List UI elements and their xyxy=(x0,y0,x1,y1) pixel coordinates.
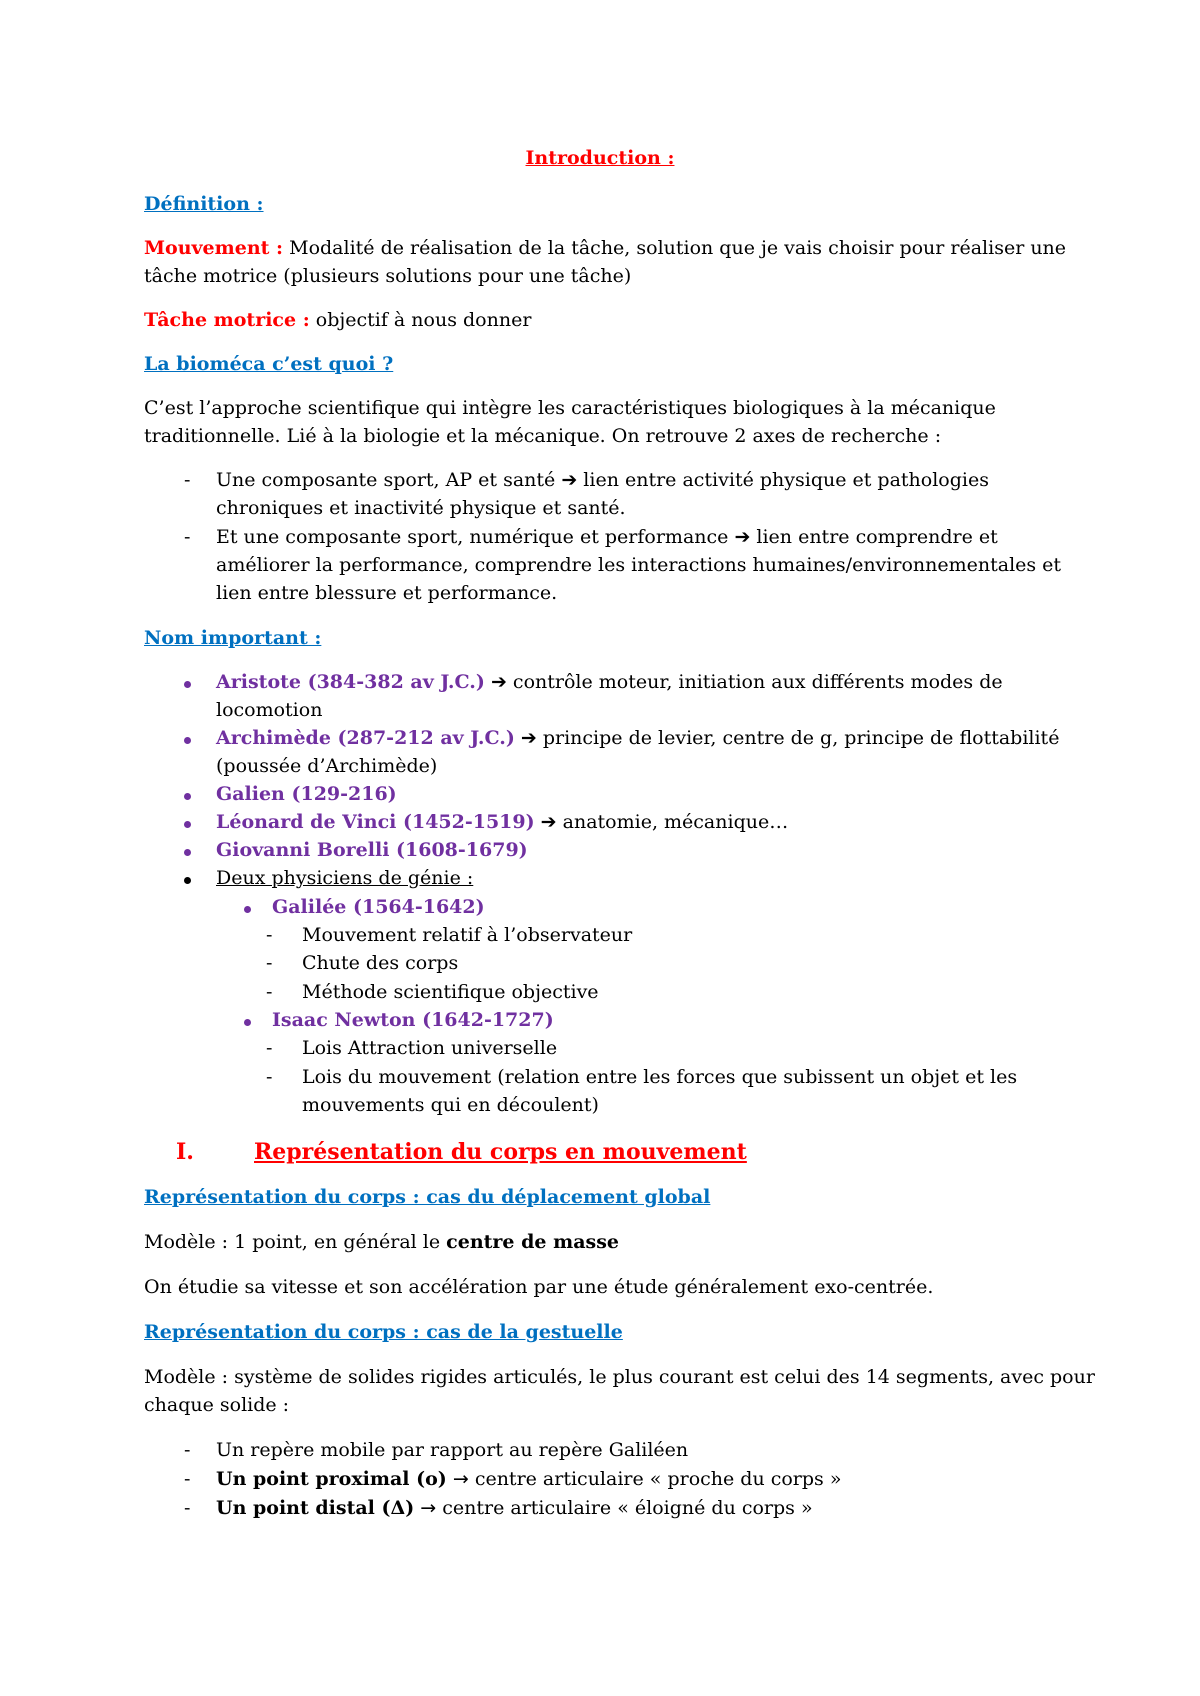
section-1-title: Représentation du corps en mouvement xyxy=(254,1139,747,1165)
modele-point-line: Modèle : 1 point, en général le centre de masse xyxy=(144,1231,620,1253)
biomeca-paragraph-line1: C’est l’approche scientifique qui intègre les caractéristiques biologiques à la mécanique xyxy=(144,397,996,419)
section-1-number: I. xyxy=(176,1139,194,1165)
arrow-right-icon: ➔ xyxy=(734,526,751,548)
arrow-right-icon: ➔ xyxy=(540,811,557,833)
bullet-dot xyxy=(184,849,191,856)
bullet-dot xyxy=(184,737,191,744)
arrow-right-icon: ➔ xyxy=(561,469,578,491)
leonard-item: Léonard de Vinci (1452-1519) ➔ anatomie, mécanique… xyxy=(216,811,789,833)
definition-heading: Définition : xyxy=(144,193,264,215)
vitesse-line: On étudie sa vitesse et son accélération par une étude généralement exo-centrée. xyxy=(144,1276,934,1298)
dash-bullet: - xyxy=(266,952,273,974)
galilee-point-2: Chute des corps xyxy=(302,952,459,974)
intro-title-text: Introduction : xyxy=(525,147,675,169)
archimede-item-cont: (poussée d’Archimède) xyxy=(216,755,438,777)
bullet-dot xyxy=(184,681,191,688)
galien-item: Galien (129-216) xyxy=(216,783,397,805)
axe-sante-line1: Une composante sport, AP et santé ➔ lien entre activité physique et pathologies xyxy=(216,469,989,491)
dash-bullet: - xyxy=(266,1037,273,1059)
gestuelle-heading: Représentation du corps : cas de la gestuelle xyxy=(144,1321,623,1343)
newton-point-2: Lois du mouvement (relation entre les forces que subissent un objet et les xyxy=(302,1066,1018,1088)
bullet-dot xyxy=(244,1019,251,1026)
aristote-item-cont: locomotion xyxy=(216,699,323,721)
axe-performance-line1: Et une composante sport, numérique et performance ➔ lien entre comprendre et xyxy=(216,526,998,548)
archimede-item: Archimède (287-212 av J.C.) ➔ principe de levier, centre de g, principe de flottabilité xyxy=(216,727,1060,749)
point-distal-item: Un point distal (Δ) → centre articulaire « éloigné du corps » xyxy=(216,1497,813,1519)
galilee-item: Galilée (1564-1642) xyxy=(272,896,485,918)
dash-bullet: - xyxy=(266,1066,273,1088)
modele-solides-line1: Modèle : système de solides rigides articulés, le plus courant est celui des 14 segments, avec pour xyxy=(144,1366,1095,1388)
dash-bullet: - xyxy=(266,924,273,946)
biomeca-paragraph-line2: traditionnelle. Lié à la biologie et la mécanique. On retrouve 2 axes de recherche : xyxy=(144,425,942,447)
dash-bullet: - xyxy=(184,1439,191,1461)
newton-point-1: Lois Attraction universelle xyxy=(302,1037,558,1059)
dash-bullet: - xyxy=(184,1497,191,1519)
axe-performance-line3: lien entre blessure et performance. xyxy=(216,582,558,604)
mouvement-definition: Mouvement : Modalité de réalisation de la tâche, solution que je vais choisir pour réaliser une xyxy=(144,237,1067,259)
axe-sante-line2: chroniques et inactivité physique et santé. xyxy=(216,497,626,519)
dash-bullet: - xyxy=(266,981,273,1003)
dash-bullet: - xyxy=(184,1468,191,1490)
arrow-right-icon: → xyxy=(420,1497,437,1519)
newton-point-2-cont: mouvements qui en découlent) xyxy=(302,1094,599,1116)
deplacement-global-heading: Représentation du corps : cas du déplacement global xyxy=(144,1186,711,1208)
borelli-item: Giovanni Borelli (1608-1679) xyxy=(216,839,528,861)
repere-mobile-item: Un repère mobile par rapport au repère Galiléen xyxy=(216,1439,689,1461)
point-proximal-item: Un point proximal (o) → centre articulaire « proche du corps » xyxy=(216,1468,842,1490)
arrow-right-icon: ➔ xyxy=(520,727,537,749)
deux-physiciens-item: Deux physiciens de génie : xyxy=(216,867,474,889)
dash-bullet: - xyxy=(184,469,191,491)
mouvement-definition-cont: tâche motrice (plusieurs solutions pour une tâche) xyxy=(144,265,632,287)
biomeca-heading: La bioméca c’est quoi ? xyxy=(144,353,394,375)
bullet-dot xyxy=(244,906,251,913)
noms-heading: Nom important : xyxy=(144,627,322,649)
modele-solides-line2: chaque solide : xyxy=(144,1394,290,1416)
arrow-right-icon: ➔ xyxy=(490,671,507,693)
galilee-point-3: Méthode scientifique objective xyxy=(302,981,599,1003)
bullet-dot xyxy=(184,793,191,800)
axe-performance-line2: améliorer la performance, comprendre les interactions humaines/environnementales et xyxy=(216,554,1062,576)
arrow-right-icon: → xyxy=(452,1468,469,1490)
intro-title xyxy=(0,144,1200,172)
tache-definition: Tâche motrice : objectif à nous donner xyxy=(144,309,532,331)
dash-bullet: - xyxy=(184,526,191,548)
aristote-item: Aristote (384-382 av J.C.) ➔ contrôle moteur, initiation aux différents modes de xyxy=(216,671,1003,693)
bullet-dot xyxy=(184,821,191,828)
galilee-point-1: Mouvement relatif à l’observateur xyxy=(302,924,633,946)
bullet-dot xyxy=(184,877,191,884)
newton-item: Isaac Newton (1642-1727) xyxy=(272,1009,554,1031)
